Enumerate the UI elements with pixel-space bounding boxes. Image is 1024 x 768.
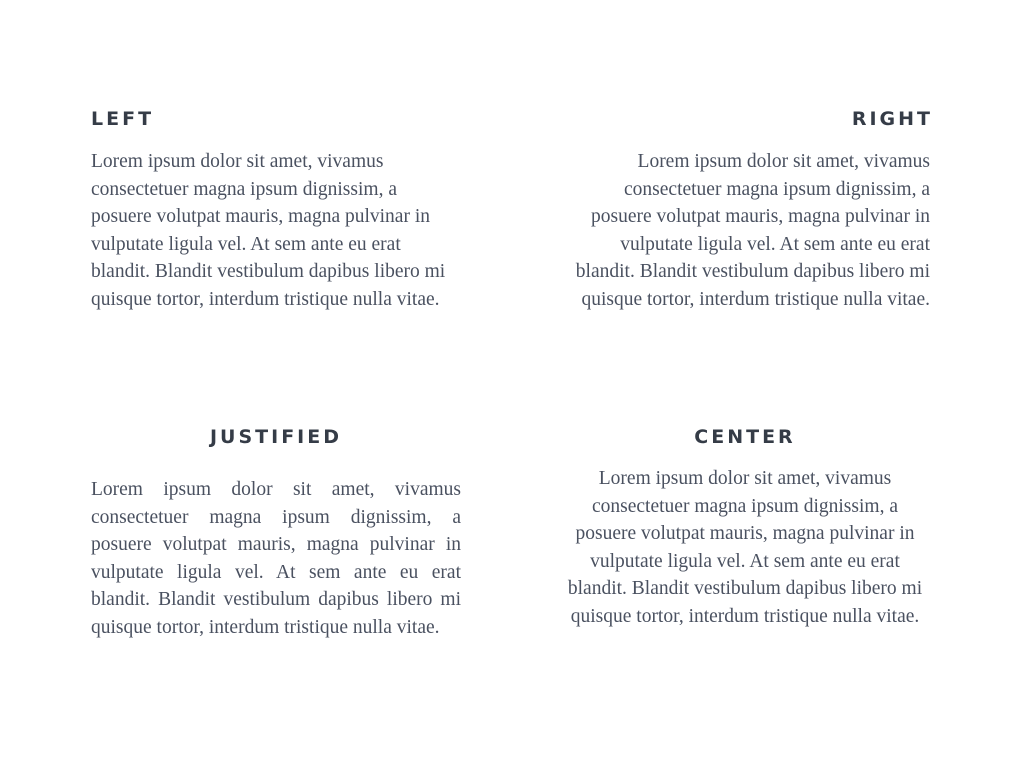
justified-heading: JUSTIFIED — [209, 426, 342, 448]
right-paragraph: Lorem ipsum dolor sit amet, vivamus consectetuer magna ipsum dignissim, a posuere volutpat mauris, magna pulvinar in vulputate ligula vel. At sem ante eu erat blandit. Blandit vestibulum dapibus libero mi quisque tortor, interdum tristique nulla vitae. — [575, 151, 930, 310]
left-heading: LEFT — [91, 108, 155, 130]
center-paragraph: Lorem ipsum dolor sit amet, vivamus consectetuer magna ipsum dignissim, a posuere volutpat mauris, magna pulvinar in vulputate ligula vel. At sem ante eu erat blandit. Blandit vestibulum dapibus libero mi quisque tortor, interdum tristique nulla vitae. — [567, 468, 923, 627]
center-heading: CENTER — [694, 426, 796, 448]
justified-paragraph: Lorem ipsum dolor sit amet, vivamus consectetuer magna ipsum dignissim, a posuere volutpat mauris, magna pulvinar in vulputate ligula vel. At sem ante eu erat blandit. Blandit vestibulum dapibus libero mi quisque tortor, interdum tristique nulla vitae. — [91, 479, 461, 638]
right-aligned-block — [560, 107, 933, 313]
left-paragraph: Lorem ipsum dolor sit amet, vivamus consectetuer magna ipsum dignissim, a posuere volutpat mauris, magna pulvinar in vulputate ligula vel. At sem ante eu erat blandit. Blandit vestibulum dapibus libero mi quisque tortor, interdum tristique nulla vitae. — [91, 151, 446, 310]
left-aligned-block — [91, 107, 461, 313]
justified-block — [91, 425, 461, 641]
center-aligned-block — [560, 425, 930, 630]
right-heading: RIGHT — [851, 108, 933, 130]
